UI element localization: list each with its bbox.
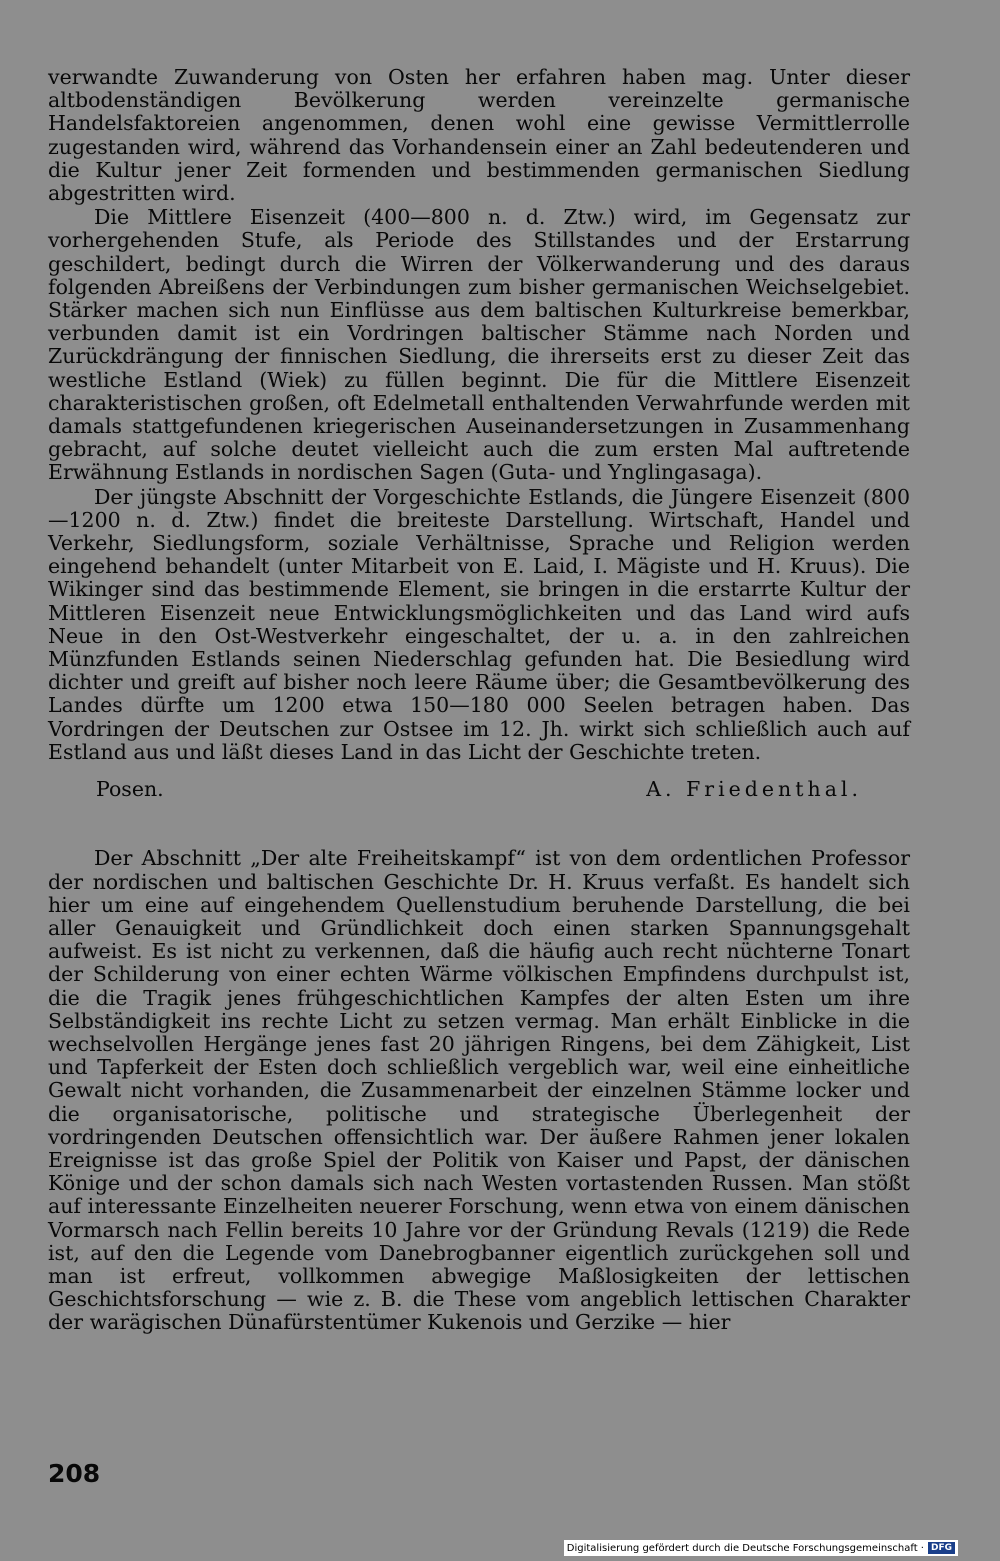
page-body (48, 66, 910, 1335)
digitization-footer (564, 1540, 958, 1556)
section-gap (48, 801, 910, 847)
page-number: 208 (48, 1459, 101, 1488)
signature-place: Posen. (96, 777, 164, 802)
signature-author: A. Friedenthal. (646, 777, 862, 802)
paragraph-middle-iron-age: Die Mittlere Eisenzeit (400—800 n. d. Ztw.) wird, im Gegensatz zur vorhergehenden Stufe, als Periode des Stillstandes und der Erstarrung geschildert, bedingt durch die Wirren der Völkerwanderung und des daraus folgenden Abreißens der Verbindungen zum bisher germanischen Weichselgebiet. Stärker machen sich nun Einflüsse aus dem baltischen Kulturkreise bemerkbar, verbunden damit ist ein Vordringen baltischer Stämme nach Norden und Zurückdrängung der finnischen Siedlung, die ihrerseits erst zu dieser Zeit das westliche Estland (Wiek) zu füllen beginnt. Die für die Mittlere Eisenzeit charakteristischen großen, oft Edelmetall enthaltenden Verwahrfunde werden mit damals stattgefundenen kriegerischen Auseinandersetzungen in Zusammenhang gebracht, auf solche deutet vielleicht auch die zum ersten Mal auftretende Erwähnung Estlands in nordischen Sagen (Guta- und Ynglingasaga). (48, 205, 910, 485)
paragraph-continuation: verwandte Zuwanderung von Osten her erfahren haben mag. Unter dieser altbodenständigen Bevölkerung werden vereinzelte germanische Handelsfaktoreien angenommen, denen wohl eine gewisse Vermittlerrolle zugestanden wird, während das Vorhandensein einer an Zahl bedeutenderen und die Kultur jener Zeit formenden und bestimmenden germanischen Siedlung abgestritten wird. (48, 65, 910, 206)
paragraph-younger-iron-age: Der jüngste Abschnitt der Vorgeschichte Estlands, die Jüngere Eisenzeit (800—1200 n. d. Ztw.) findet die breiteste Darstellung. Wirtschaft, Handel und Verkehr, Siedlungsform, soziale Verhältnisse, Sprache und Religion werden eingehend behandelt (unter Mitarbeit von E. Laid, I. Mägiste und H. Kruus). Die Wikinger sind das bestimmende Element, sie bringen in die erstarrte Kultur der Mittleren Eisenzeit neue Entwicklungsmöglichkeiten und das Land wird aufs Neue in den Ost-Westverkehr eingeschaltet, der u. a. in den zahlreichen Münzfunden Estlands seinen Niederschlag gefunden hat. Die Besiedlung wird dichter und greift auf bisher noch leere Räume über; die Gesamtbevölkerung des Landes dürfte um 1200 etwa 150—180 000 Seelen betragen haben. Das Vordringen der Deutschen zur Ostsee im 12. Jh. wirkt sich schließlich auch auf Estland aus und läßt dieses Land in das Licht der Geschichte treten. (48, 484, 910, 764)
paragraph-freiheitskampf: Der Abschnitt „Der alte Freiheitskampf“ ist von dem ordentlichen Professor der nordischen und baltischen Geschichte Dr. H. Kruus verfaßt. Es handelt sich hier um eine auf eingehendem Quellenstudium beruhende Darstellung, die bei aller Genauigkeit und Gründlichkeit doch einen starken Spannungsgehalt aufweist. Es ist nicht zu verkennen, daß die häufig auch recht nüchterne Tonart der Schilderung von einer echten Wärme völkischen Empfindens durchpulst ist, die die Tragik jenes frühgeschichtlichen Kampfes der alten Esten um ihre Selbständigkeit ins rechte Licht zu setzen vermag. Man erhält Einblicke in die wechselvollen Hergänge jenes fast 20 jährigen Ringens, bei dem Zähigkeit, List und Tapferkeit der Esten doch schließlich vergeblich war, weil eine einheitliche Gewalt nicht vorhanden, die Zusammenarbeit der einzelnen Stämme locker und die organisatorische, politische und strategische Überlegenheit der vordringenden Deutschen offensichtlich war. Der äußere Rahmen jener lokalen Ereignisse ist das große Spiel der Politik von Kaiser und Papst, der dänischen Könige und der schon damals sich nach Westen vortastenden Russen. Man stößt auf interessante Einzelheiten neuerer Forschung, wenn etwa von einem dänischen Vormarsch nach Fellin bereits 10 Jahre vor der Gründung Revals (1219) die Rede ist, auf den die Legende vom Danebrogbanner eigentlich zurückgehen soll und man ist erfreut, vollkommen abwegige Maßlosigkeiten der lettischen Geschichtsforschung — wie z. B. die These vom angeblich lettischen Charakter der warägischen Dünafürstentümer Kukenois und Gerzike — hier (48, 846, 910, 1335)
dfg-logo: DFG (928, 1542, 955, 1554)
review-signature (48, 778, 910, 801)
footer-text: Digitalisierung gefördert durch die Deutsche Forschungsgemeinschaft · (566, 1542, 924, 1554)
